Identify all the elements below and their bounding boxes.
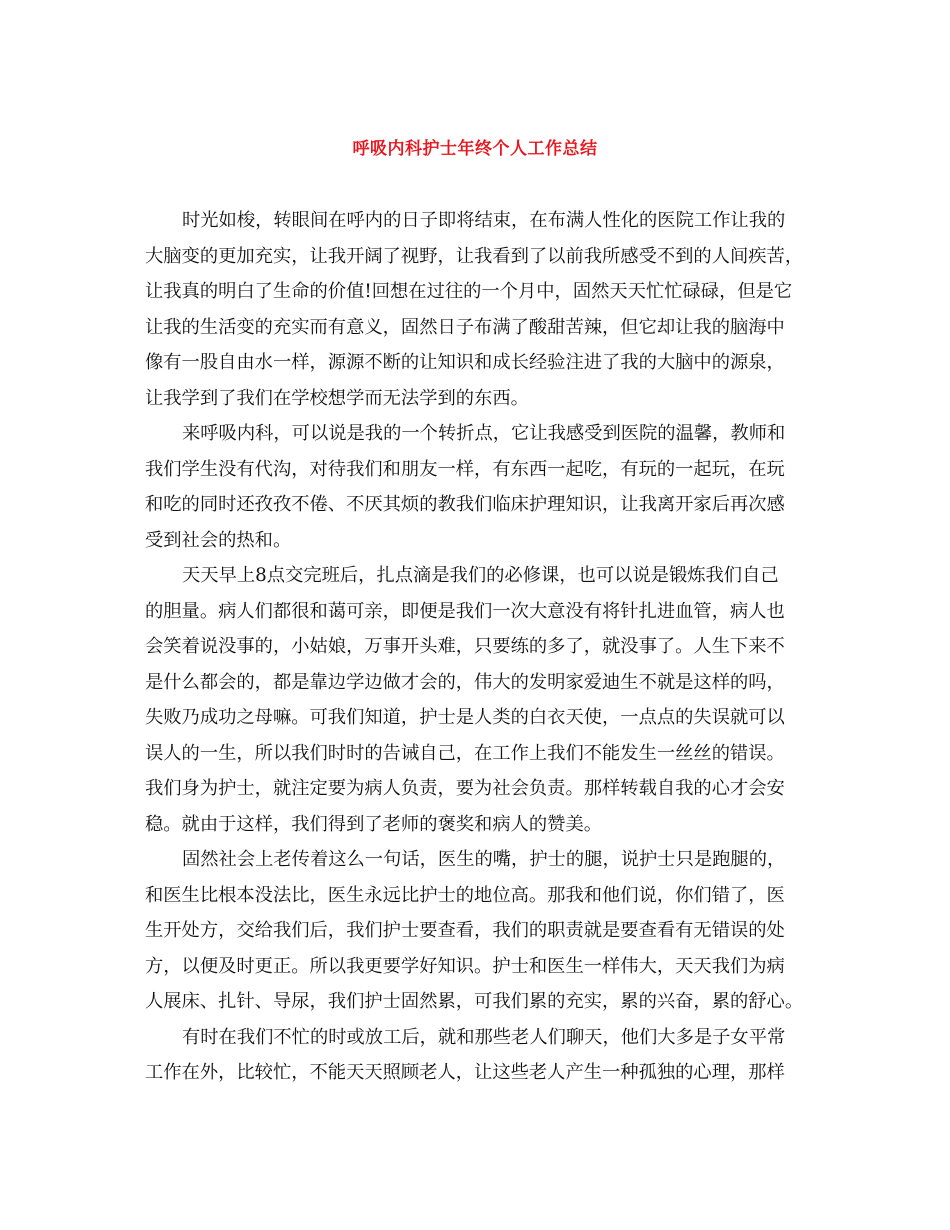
- text-line: 让我学到了我们在学校想学而无法学到的东西。: [145, 387, 529, 409]
- paragraph: [145, 1020, 810, 1091]
- text-line: 和吃的同时还孜孜不倦、不厌其烦的教我们临床护理知识，让我离开家后再次感: [145, 494, 785, 515]
- text-line: 工作在外，比较忙，不能天天照顾老人，让这些老人产生一种孤独的心理，那样: [145, 1062, 785, 1083]
- text-line: 和医生比根本没法比，医生永远比护士的地位高。那我和他们说，你们错了，医: [145, 884, 785, 906]
- document-title: 呼吸内科护士年终个人工作总结: [352, 139, 598, 159]
- paragraph: [145, 203, 810, 416]
- text-line: 有时在我们不忙的时或放工后，就和那些老人们聊天，他们大多是子女平常: [182, 1026, 786, 1048]
- text-line: 固然社会上老传着这么一句话，医生的嘴，护士的腿，说护士只是跑腿的，: [182, 849, 786, 870]
- paragraph: [145, 842, 810, 1020]
- paragraph: [145, 558, 810, 842]
- text-line: 来呼吸内科，可以说是我的一个转折点，它让我感受到医院的温馨，教师和: [182, 423, 786, 444]
- text-line: 我们身为护士，就注定要为病人负责，要为社会负责。那样转载自我的心才会安: [145, 778, 785, 799]
- text-line: 我们学生没有代沟，对待我们和朋友一样，有东西一起吃，有玩的一起玩，在玩: [145, 458, 785, 480]
- document-body: [145, 203, 810, 1091]
- text-line: 大脑变的更加充实，让我开阔了视野，让我看到了以前我所感受不到的人间疾苦，: [145, 245, 804, 267]
- text-line: 稳。就由于这样，我们得到了老师的褒奖和病人的赞美。: [145, 813, 603, 835]
- paragraph: [145, 416, 810, 558]
- text-line: 让我的生活变的充实而有意义，固然日子布满了酸甜苦辣，但它却让我的脑海中: [145, 316, 785, 338]
- text-line: 受到社会的热和。: [145, 529, 292, 551]
- text-line: 会笑着说没事的，小姑娘，万事开头难，只要练的多了，就没事了。人生下来不: [145, 636, 785, 657]
- text-line: 人展床、扎针、导尿，我们护士固然累，可我们累的充实，累的兴奋，累的舒心。: [145, 991, 804, 1012]
- text-line: 时光如梭，转眼间在呼内的日子即将结束，在布满人性化的医院工作让我的: [182, 210, 786, 231]
- text-line: 像有一股自由水一样，源源不断的让知识和成长经验注进了我的大脑中的源泉，: [145, 352, 785, 373]
- text-line: 误人的一生，所以我们时时的告诫自己，在工作上我们不能发生一丝丝的错误。: [145, 742, 785, 764]
- text-line: 的胆量。病人们都很和蔼可亲，即便是我们一次大意没有将针扎进血管，病人也: [145, 600, 785, 622]
- text-line: 让我真的明白了生命的价值!回想在过往的一个月中，固然天天忙忙碌碌，但是它: [145, 281, 793, 302]
- text-line: 方，以便及时更正。所以我更要学好知识。护士和医生一样伟大，天天我们为病: [145, 955, 785, 977]
- text-line: 是什么都会的，都是靠边学边做才会的，伟大的发明家爱迪生不就是这样的吗，: [145, 671, 785, 693]
- text-line: 生开处方，交给我们后，我们护士要查看，我们的职责就是要查看有无错误的处: [145, 920, 785, 941]
- text-line: 天天早上8点交完班后，扎点滴是我们的必修课，也可以说是锻炼我们自己: [182, 565, 779, 586]
- text-line: 失败乃成功之母嘛。可我们知道，护士是人类的白衣天使，一点点的失误就可以: [145, 707, 785, 728]
